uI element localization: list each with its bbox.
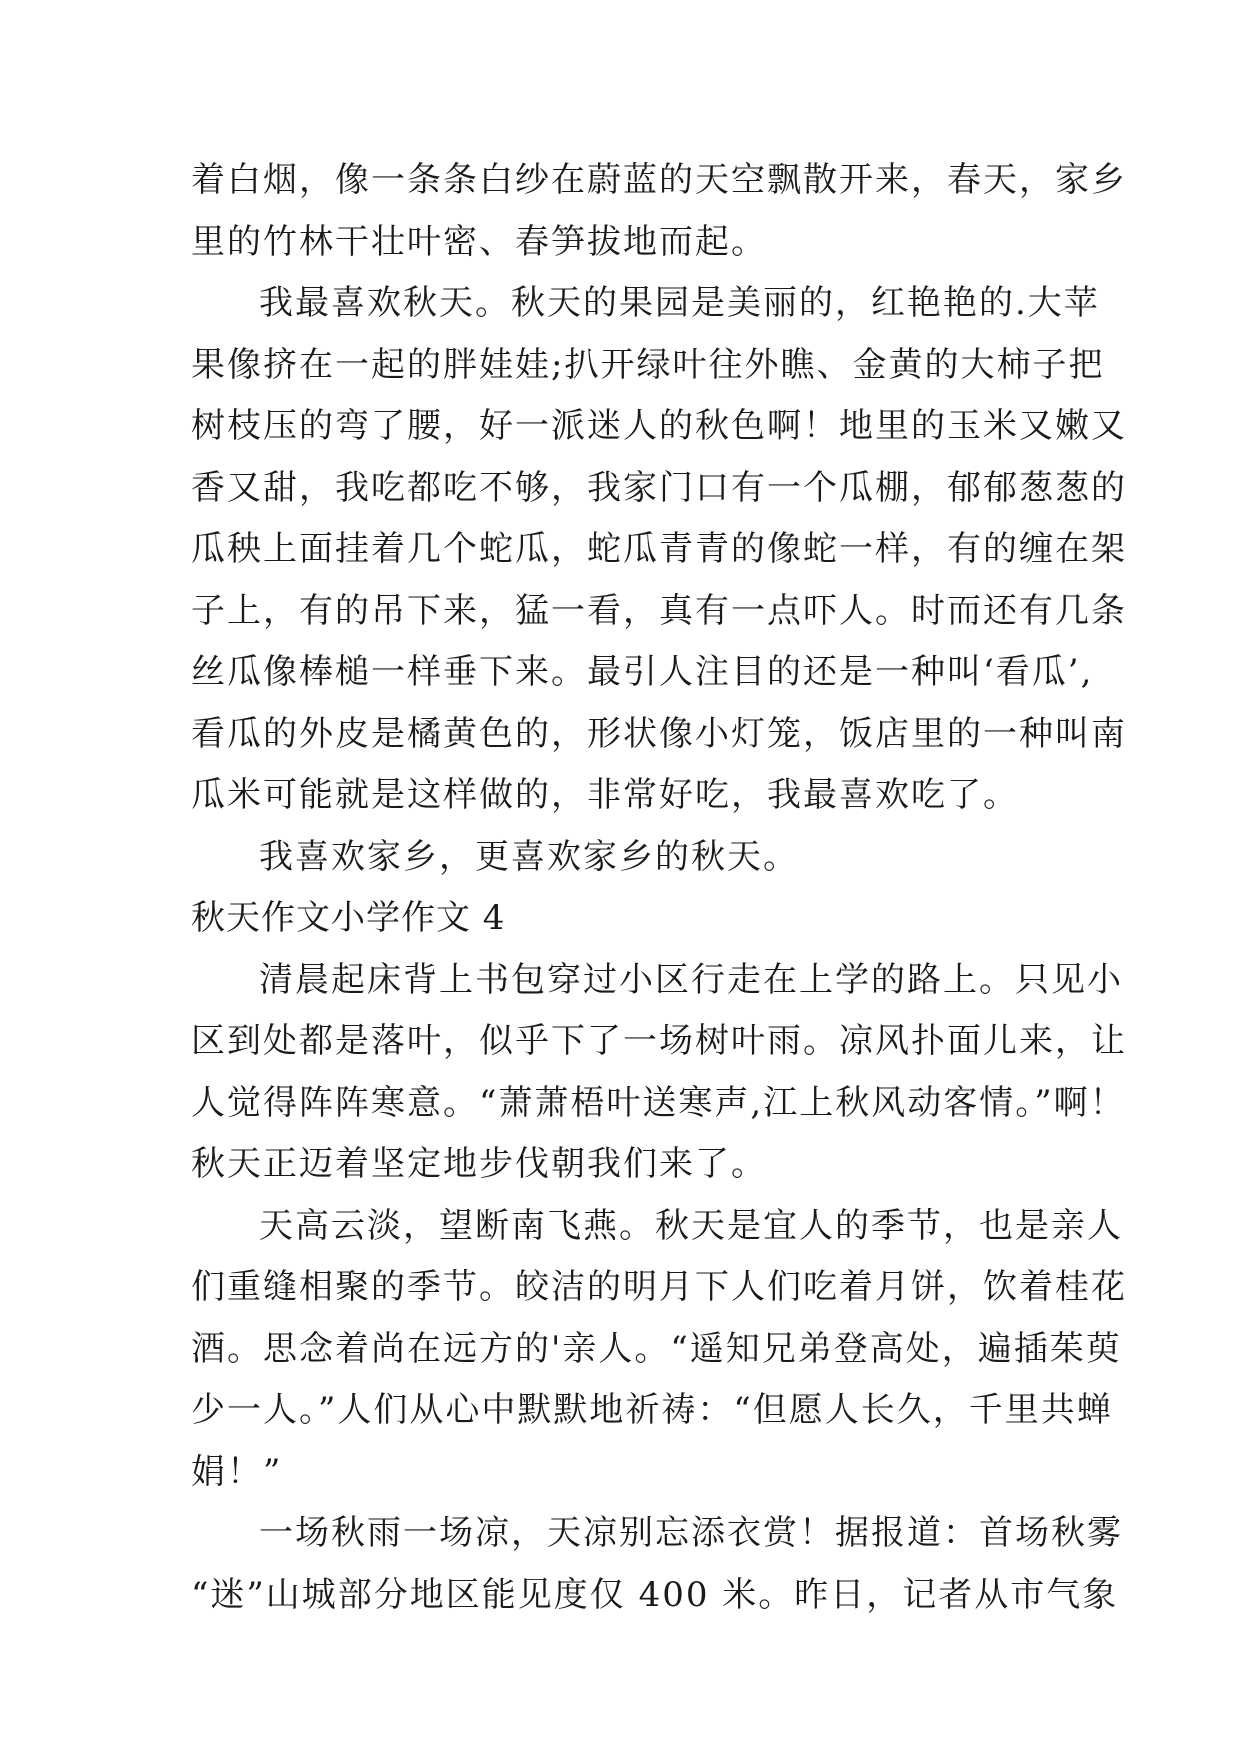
text-line: 果像挤在一起的胖娃娃;扒开绿叶往外瞧、金黄的大柿子把 [191,344,1105,385]
text-line: 娟！” [191,1451,283,1492]
text-line: “迷”山城部分地区能见度仅 400 米。昨日，记者从市气象 [191,1574,1119,1615]
paragraph-first-line: 一场秋雨一场凉，天凉别忘添衣赏！据报道：首场秋雾 [259,1513,1123,1553]
text-line: 人觉得阵阵寒意。“萧萧梧叶送寒声,江上秋风动客情。”啊！ [191,1082,1126,1123]
paragraph-first-line: 我喜欢家乡，更喜欢家乡的秋天。 [259,836,799,877]
text-line: 香又甜，我吃都吃不够，我家门口有一个瓜棚，郁郁葱葱的 [191,467,1127,508]
paragraph-first-line: 天高云淡，望断南飞燕。秋天是宜人的季节，也是亲人 [259,1205,1123,1246]
text-line: 秋天正迈着坚定地步伐朝我们来了。 [191,1144,767,1184]
text-line: 们重缝相聚的季节。皎洁的明月下人们吃着月饼，饮着桂花 [191,1267,1127,1307]
text-line: 丝瓜像棒槌一样垂下来。最引人注目的还是一种叫‘看瓜’, [191,652,1094,692]
text-line: 酒。思念着尚在远方的'亲人。“遥知兄弟登高处，遍插茱萸 [191,1328,1122,1369]
text-line: 区到处都是落叶，似乎下了一场树叶雨。凉风扑面儿来，让 [191,1021,1127,1061]
text-line: 着白烟，像一条条白纱在蔚蓝的天空飘散开来，春天，家乡 [191,160,1127,200]
text-line: 子上，有的吊下来，猛一看，真有一点吓人。时而还有几条 [191,590,1127,631]
text-line: 树枝压的弯了腰，好一派迷人的秋色啊！地里的玉米又嫩又 [191,406,1127,446]
text-line: 瓜米可能就是这样做的，非常好吃，我最喜欢吃了。 [191,775,1019,815]
document-body [191,150,1127,1626]
text-line: 瓜秧上面挂着几个蛇瓜，蛇瓜青青的像蛇一样，有的缠在架 [191,529,1127,569]
text-line: 少一人。”人们从心中默默地祈祷：“但愿人长久，千里共蝉 [191,1390,1113,1430]
paragraph-first-line: 清晨起床背上书包穿过小区行走在上学的路上。只见小 [259,959,1123,1000]
text-line: 里的竹林干壮叶密、春笋拔地而起。 [191,221,767,262]
paragraph-first-line: 我最喜欢秋天。秋天的果园是美丽的，红艳艳的.大苹 [259,283,1100,323]
text-line: 看瓜的外皮是橘黄色的，形状像小灯笼，饭店里的一种叫南 [191,713,1127,754]
section-heading: 秋天作文小学作文 4 [191,898,506,938]
